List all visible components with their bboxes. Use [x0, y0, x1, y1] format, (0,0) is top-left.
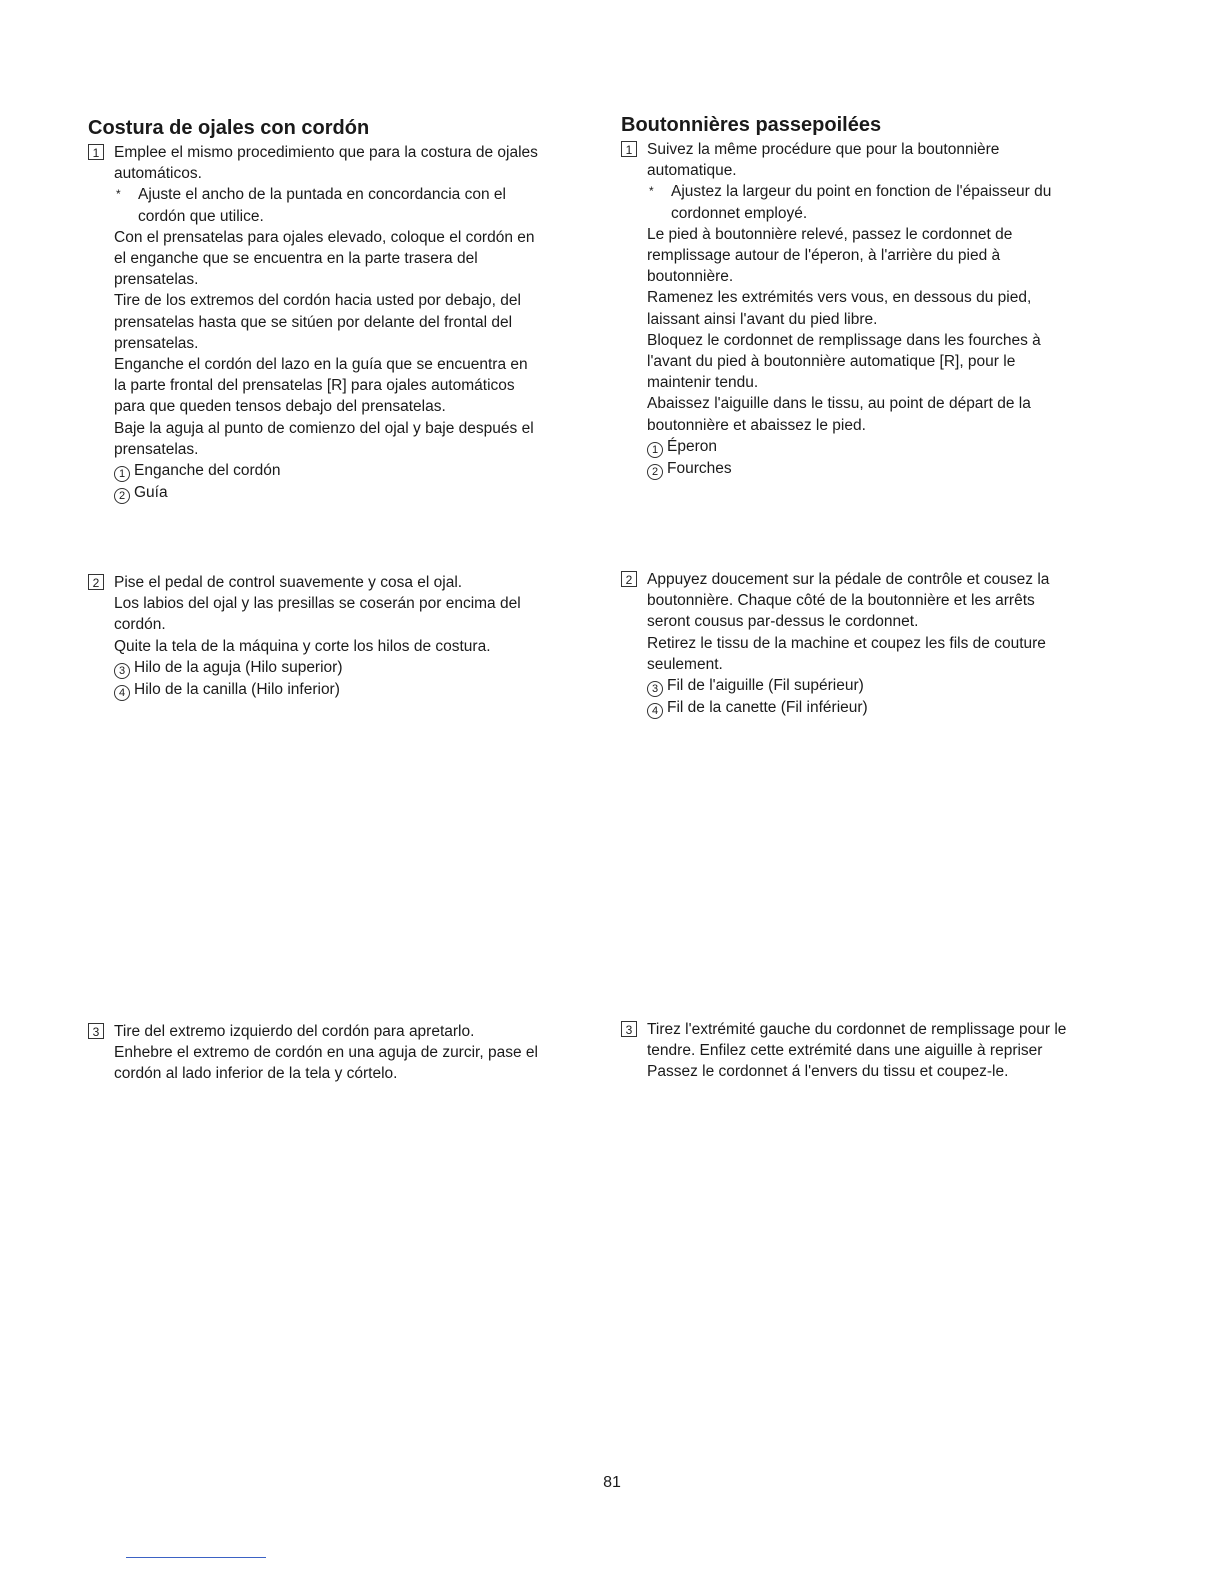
legend-text: Guía	[134, 484, 168, 502]
spanish-step1-section	[88, 116, 608, 504]
step-number-box: 3	[88, 1023, 104, 1039]
text-line: Appuyez doucement sur la pédale de contrôle et cousez la	[647, 571, 1050, 588]
french-step3	[621, 1019, 1161, 1083]
text-line: la parte frontal del prensatelas [R] para ojales automáticos	[114, 377, 515, 395]
circled-number: 3	[114, 663, 130, 679]
text-line: Ajustez la largeur du point en fonction de l'épaisseur du	[671, 183, 1052, 201]
text-line: automáticos.	[114, 165, 202, 183]
text-line: el enganche que se encuentra en la parte trasera del	[114, 250, 478, 268]
text-line: Suivez la même procédure que pour la boutonnière	[647, 141, 1000, 158]
text-line: Pise el pedal de control suavemente y cosa el ojal.	[114, 574, 463, 591]
text-line: cordonnet employé.	[671, 204, 808, 222]
bullet-mark: *	[116, 187, 121, 202]
circled-number: 2	[647, 464, 663, 480]
legend-item	[114, 482, 608, 504]
text-line: maintenir tendu.	[647, 374, 759, 392]
french-step2	[621, 569, 1141, 719]
text-line: automatique.	[647, 162, 737, 180]
french-step2-section	[621, 569, 1141, 719]
text-line: para que queden tensos debajo del prensatelas.	[114, 398, 446, 416]
legend-text: Fil de la canette (Fil inférieur)	[667, 699, 868, 717]
text-line: l'avant du pied à boutonnière automatique [R], pour le	[647, 353, 1016, 371]
text-line: boutonnière.	[647, 268, 734, 286]
legend-text: Fil de l'aiguille (Fil supérieur)	[667, 677, 864, 695]
bullet-mark: *	[649, 184, 654, 199]
legend-item	[114, 679, 608, 701]
text-line: prensatelas hasta que se sitúen por delante del frontal del	[114, 313, 513, 331]
page-number: 81	[603, 1474, 621, 1491]
french-step3-section	[621, 1019, 1161, 1083]
legend-text: Éperon	[667, 437, 717, 455]
text-line: cordón que utilice.	[138, 207, 264, 225]
circled-number: 1	[114, 466, 130, 482]
spanish-step2	[88, 572, 608, 701]
spanish-step2-section	[88, 572, 608, 701]
legend-text: Hilo de la canilla (Hilo inferior)	[134, 680, 340, 698]
legend-item	[647, 697, 1141, 719]
text-line: tendre. Enfilez cette extrémité dans une aiguille à repriser	[647, 1042, 1043, 1060]
text-line: Emplee el mismo procedimiento que para la costura de ojales	[114, 144, 538, 161]
step-number-box: 3	[621, 1021, 637, 1037]
step-number-box: 1	[621, 141, 637, 157]
text-line: Con el prensatelas para ojales elevado, coloque el cordón en	[114, 228, 535, 246]
legend-item	[647, 436, 1141, 458]
legend-item	[647, 458, 1141, 480]
legend-text: Hilo de la aguja (Hilo superior)	[134, 658, 343, 676]
circled-number: 4	[647, 703, 663, 719]
text-line: cordón al lado inferior de la tela y córtelo.	[114, 1065, 398, 1083]
text-line: Quite la tela de la máquina y corte los hilos de costura.	[114, 637, 491, 655]
french-heading: Boutonnières passepoilées	[621, 114, 882, 136]
spanish-step3-section	[88, 1021, 608, 1085]
text-line: laissant ainsi l'avant du pied libre.	[647, 310, 878, 328]
bullet-note	[114, 184, 608, 226]
circled-number: 1	[647, 442, 663, 458]
french-step1-section	[621, 113, 1141, 480]
legend-item	[114, 657, 608, 679]
text-line: Ramenez les extrémités vers vous, en dessous du pied,	[647, 289, 1032, 307]
text-line: boutonnière et abaissez le pied.	[647, 416, 866, 434]
text-line: Ajuste el ancho de la puntada en concordancia con el	[138, 186, 506, 204]
text-line: Abaissez l'aiguille dans le tissu, au point de départ de la	[647, 395, 1031, 413]
text-line: seront cousus par-dessus le cordonnet.	[647, 613, 919, 631]
text-line: Baje la aguja al punto de comienzo del ojal y baje después el	[114, 419, 534, 437]
legend-item	[114, 460, 608, 482]
text-line: prensatelas.	[114, 440, 199, 458]
french-step1	[621, 139, 1141, 480]
text-line: remplissage autour de l'éperon, à l'arrière du pied à	[647, 247, 1001, 265]
text-line: prensatelas.	[114, 271, 199, 289]
text-line: prensatelas.	[114, 334, 199, 352]
text-line: Passez le cordonnet á l'envers du tissu et coupez-le.	[647, 1063, 1009, 1081]
text-line: Tirez l'extrémité gauche du cordonnet de remplissage pour le	[647, 1021, 1067, 1038]
spanish-step1	[88, 142, 608, 504]
step-number-box: 2	[88, 574, 104, 590]
text-line: seulement.	[647, 655, 723, 673]
text-line: Retirez le tissu de la machine et coupez les fils de couture	[647, 634, 1046, 652]
legend-text: Enganche del cordón	[134, 462, 281, 480]
text-line: Bloquez le cordonnet de remplissage dans les fourches à	[647, 331, 1041, 349]
text-line: cordón.	[114, 616, 166, 634]
circled-number: 3	[647, 681, 663, 697]
footer-rule	[126, 1557, 266, 1558]
text-line: Enganche el cordón del lazo en la guía que se encuentra en	[114, 356, 528, 374]
text-line: Los labios del ojal y las presillas se coserán por encima del	[114, 595, 521, 613]
spanish-step3	[88, 1021, 608, 1085]
spanish-heading: Costura de ojales con cordón	[88, 117, 370, 139]
bullet-note	[647, 181, 1141, 223]
text-line: Enhebre el extremo de cordón en una aguja de zurcir, pase el	[114, 1044, 538, 1062]
step-number-box: 1	[88, 144, 104, 160]
text-line: boutonnière. Chaque côté de la boutonnière et les arrêts	[647, 592, 1035, 610]
text-line: Tire del extremo izquierdo del cordón para apretarlo.	[114, 1023, 475, 1040]
step-number-box: 2	[621, 571, 637, 587]
circled-number: 2	[114, 488, 130, 504]
legend-text: Fourches	[667, 459, 732, 477]
legend-item	[647, 675, 1141, 697]
circled-number: 4	[114, 685, 130, 701]
text-line: Tire de los extremos del cordón hacia usted por debajo, del	[114, 292, 521, 310]
text-line: Le pied à boutonnière relevé, passez le cordonnet de	[647, 225, 1013, 243]
